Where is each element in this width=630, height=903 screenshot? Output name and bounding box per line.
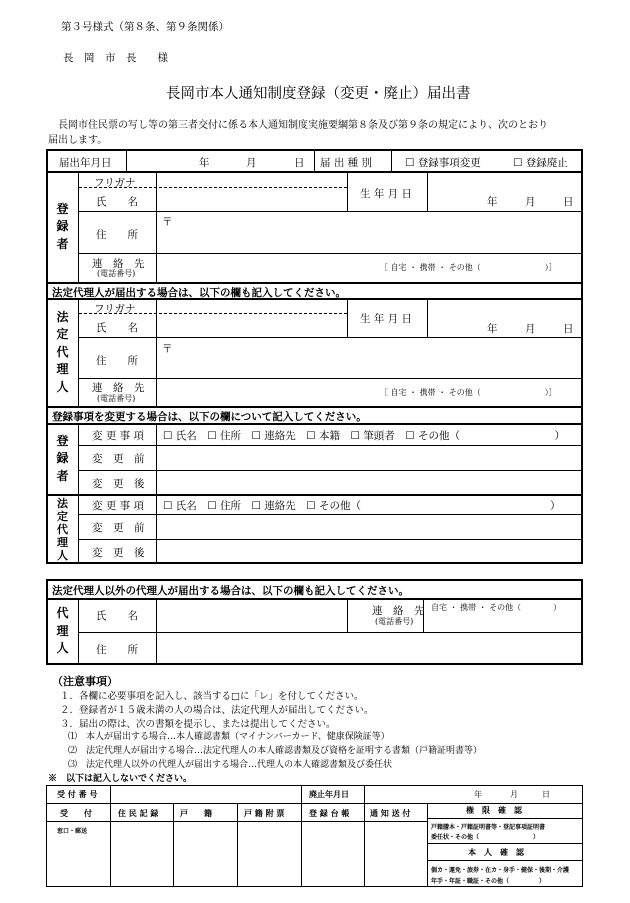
furigana-input[interactable] (157, 172, 347, 187)
change-registrant-side-label: 登 録 者 (56, 433, 69, 483)
agent-change-item-label: 変 更 事 項 (92, 500, 145, 512)
type-label: 届 出 種 別 (320, 157, 373, 169)
agent-change-before-label: 変 更 前 (92, 522, 145, 534)
agent-contact-options[interactable]: ［ 自宅 ・ 携帯 ・ その他（ ）］ (380, 388, 557, 397)
intro-line-2: 届出します。 (48, 135, 108, 146)
change-agent-side-label: 法 定 代 理 人 (57, 496, 68, 563)
page-title: 長岡市本人通知制度登録（変更・廃止）届出書 (166, 86, 471, 102)
note-sub-1: ⑴ 本人が届出する場合…本人確認書類（マイナンバーカード、健康保険証等） (68, 732, 390, 742)
birth-date-input[interactable] (428, 172, 582, 211)
legal-agent-side-label: 法 定 代 理 人 (56, 310, 69, 394)
proxy-name-label: 氏 名 (96, 610, 138, 622)
agent-notice: 法定代理人が届出する場合は、以下の欄も記入してください。 (52, 287, 346, 299)
contact-options[interactable]: ［ 自宅 ・ 携帯 ・ その他（ ）］ (380, 263, 557, 272)
change-item-label: 変 更 事 項 (92, 430, 145, 442)
postal-mark: 〒 (162, 216, 173, 228)
furigana-label: フリガナ (94, 177, 136, 189)
proxy-contact-options[interactable]: 自宅 ・ 携帯 ・ その他（ ） (431, 603, 562, 612)
proxy-side-label: 代 理 人 (56, 606, 69, 656)
birth-label: 生 年 月 日 (360, 188, 413, 200)
agent-name-input[interactable] (157, 314, 347, 337)
name-label: 氏 名 (96, 196, 138, 208)
intro-line-1: 長岡市住民票の写し等の第三者交付に係る本人通知制度実施要綱第８条及び第９条の規定により、次のとおり (58, 120, 548, 131)
option-abolish-checkbox[interactable]: ☐ 登録廃止 (513, 157, 568, 169)
date-input[interactable] (127, 150, 313, 170)
agent-contact-label: 連 絡 先 (92, 382, 145, 394)
proxy-notice: 法定代理人以外の代理人が届出する場合は、以下の欄も記入してください。 (52, 585, 409, 597)
agent-change-item-checkboxes[interactable]: ☐ 氏名 ☐ 住所 ☐ 連絡先 ☐ その他（ ） (163, 500, 561, 512)
office-notice: ※ 以下は記入しないでください。 (48, 774, 193, 784)
agent-name-label: 氏 名 (96, 322, 138, 334)
note-line-3: ３．届出の際は、次の書類を提示し、または提出してください。 (60, 719, 336, 730)
agent-contact-input[interactable] (157, 379, 377, 406)
agent-birth-label: 生 年 月 日 (360, 313, 413, 325)
agent-change-before-input[interactable] (157, 515, 582, 539)
contact-label: 連 絡 先 (92, 258, 145, 270)
addressee: 長 岡 市 長 様 (63, 52, 168, 64)
date-label: 届出年月日 (59, 157, 112, 169)
change-after-input[interactable] (157, 471, 582, 494)
note-sub-3: ⑶ 法定代理人以外の代理人が届出する場合…代理人の本人確認書類及び委任状 (68, 760, 393, 770)
notes-heading: （注意事項） (52, 675, 118, 688)
agent-furigana-input[interactable] (157, 299, 347, 313)
note-line-2: ２．登録者が１５歳未満の人の場合は、法定代理人が届出してください。 (60, 705, 374, 716)
contact-input[interactable] (157, 254, 377, 282)
address-label: 住 所 (96, 229, 138, 241)
change-after-label: 変 更 後 (92, 478, 145, 490)
option-change-checkbox[interactable]: ☐ 登録事項変更 (405, 157, 481, 169)
agent-change-after-input[interactable] (157, 540, 582, 563)
proxy-name-input[interactable] (157, 599, 347, 632)
address-input[interactable] (157, 212, 582, 253)
agent-birth-date-input[interactable] (428, 299, 582, 337)
proxy-address-label: 住 所 (96, 644, 138, 656)
change-before-input[interactable] (157, 446, 582, 470)
name-input[interactable] (157, 188, 347, 211)
change-item-checkboxes[interactable]: ☐ 氏名 ☐ 住所 ☐ 連絡先 ☐ 本籍 ☐ 筆頭者 ☐ その他（ ） (163, 430, 566, 442)
registrant-side-label: 登 録 者 (56, 201, 69, 251)
note-line-1: １．各欄に必要事項を記入し、該当する□に「レ」を付してください。 (60, 691, 364, 702)
agent-address-label: 住 所 (96, 355, 138, 367)
agent-address-input[interactable] (157, 338, 582, 378)
agent-furigana-label: フリガナ (94, 303, 136, 315)
agent-change-after-label: 変 更 後 (92, 547, 145, 559)
change-notice: 登録事項を変更する場合は、以下の欄について記入してください。 (52, 411, 367, 423)
form-number: 第３号様式（第８条、第９条関係） (61, 21, 229, 33)
change-before-label: 変 更 前 (92, 453, 145, 465)
proxy-address-input[interactable] (157, 633, 582, 664)
proxy-contact-label: 連 絡 先 (372, 605, 425, 617)
note-sub-2: ⑵ 法定代理人が届出する場合…法定代理人の本人確認書類及び資格を証明する書類（戸籍証明書等） (68, 746, 483, 756)
